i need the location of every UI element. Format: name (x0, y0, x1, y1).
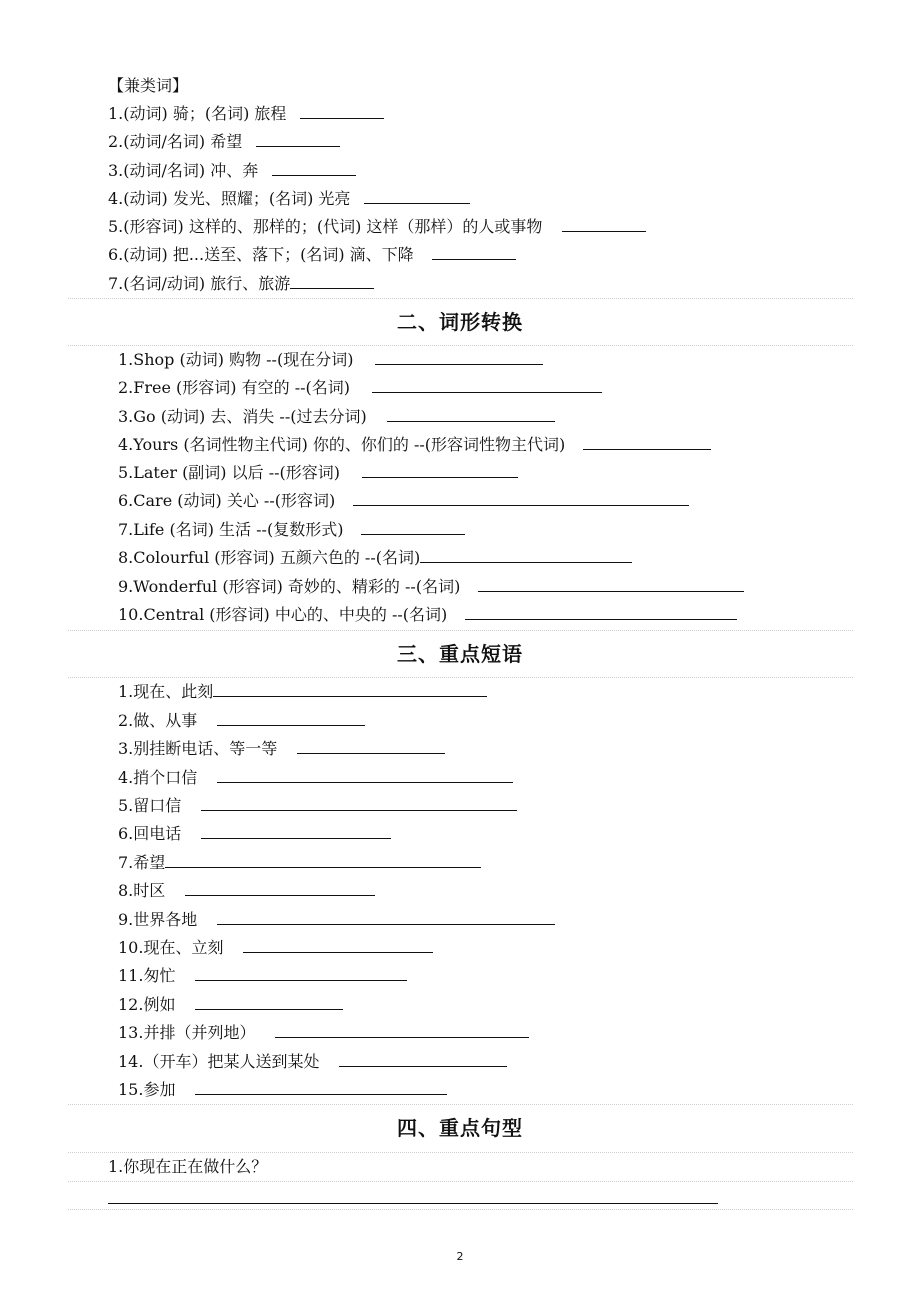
answer-blank[interactable] (387, 407, 555, 422)
answer-blank[interactable] (195, 1080, 447, 1095)
section3-title: 三、重点短语 (397, 642, 523, 666)
section2-item-4: 4.Yours (名词性物主代词) 你的、你们的 --(形容词性物主代词) (118, 435, 711, 455)
section3-item-12: 12.例如 (118, 995, 343, 1015)
answer-blank[interactable] (361, 520, 465, 535)
dotted-divider (68, 298, 853, 299)
answer-blank[interactable] (339, 1052, 507, 1067)
section1-item-4: 4.(动词) 发光、照耀；(名词) 光亮 (108, 189, 470, 209)
answer-blank[interactable] (364, 189, 470, 204)
section1-item-3: 3.(动词/名词) 冲、奔 (108, 161, 356, 181)
section2-title: 二、词形转换 (397, 310, 523, 334)
answer-blank[interactable] (272, 161, 356, 176)
answer-blank[interactable] (201, 796, 517, 811)
dotted-divider (68, 1104, 853, 1105)
section1-item-5: 5.(形容词) 这样的、那样的；(代词) 这样（那样）的人或事物 (108, 217, 646, 237)
answer-blank[interactable] (465, 605, 737, 620)
answer-blank[interactable] (297, 739, 445, 754)
answer-blank[interactable] (275, 1023, 529, 1038)
answer-blank[interactable] (420, 548, 632, 563)
answer-blank[interactable] (201, 824, 391, 839)
section2-item-9: 9.Wonderful (形容词) 奇妙的、精彩的 --(名词) (118, 577, 744, 597)
answer-blank[interactable] (372, 378, 602, 393)
answer-blank[interactable] (243, 938, 433, 953)
answer-blank[interactable] (217, 910, 555, 925)
answer-blank[interactable] (256, 132, 340, 147)
section1-item-1: 1.(动词) 骑；(名词) 旅程 (108, 104, 384, 124)
section2-item-8: 8.Colourful (形容词) 五颜六色的 --(名词) (118, 548, 632, 568)
dotted-divider (68, 677, 853, 678)
answer-blank[interactable] (362, 463, 518, 478)
answer-blank[interactable] (562, 217, 646, 232)
section3-item-7: 7.希望 (118, 853, 481, 873)
section2-item-3: 3.Go (动词) 去、消失 --(过去分词) (118, 407, 555, 427)
section2-item-1: 1.Shop (动词) 购物 --(现在分词) (118, 350, 543, 370)
answer-blank[interactable] (217, 711, 365, 726)
section4-item-1: 1.你现在正在做什么？ (108, 1157, 268, 1176)
section2-item-7: 7.Life (名词) 生活 --(复数形式) (118, 520, 465, 540)
section3-item-2: 2.做、从事 (118, 711, 365, 731)
section3-item-9: 9.世界各地 (118, 910, 555, 930)
section1-item-6: 6.(动词) 把...送至、落下；(名词) 滴、下降 (108, 245, 516, 265)
section4-title: 四、重点句型 (397, 1116, 523, 1140)
answer-blank[interactable] (195, 966, 407, 981)
section2-item-2: 2.Free (形容词) 有空的 --(名词) (118, 378, 602, 398)
section1-item-2: 2.(动词/名词) 希望 (108, 132, 340, 152)
section3-item-1: 1.现在、此刻 (118, 682, 487, 702)
section3-item-14: 14.（开车）把某人送到某处 (118, 1052, 507, 1072)
section3-item-3: 3.别挂断电话、等一等 (118, 739, 445, 759)
answer-blank[interactable] (185, 881, 375, 896)
section2-item-10: 10.Central (形容词) 中心的、中央的 --(名词) (118, 605, 737, 625)
answer-blank[interactable] (478, 577, 744, 592)
answer-blank[interactable] (290, 274, 374, 289)
section3-item-10: 10.现在、立刻 (118, 938, 433, 958)
section2-item-5: 5.Later (副词) 以后 --(形容词) (118, 463, 518, 483)
section3-item-5: 5.留口信 (118, 796, 517, 816)
section1-title: 【兼类词】 (108, 76, 189, 95)
answer-blank[interactable] (300, 104, 384, 119)
answer-blank[interactable] (353, 491, 689, 506)
answer-blank[interactable] (217, 768, 513, 783)
dotted-divider (68, 1181, 853, 1182)
section3-item-13: 13.并排（并列地） (118, 1023, 529, 1043)
section3-item-6: 6.回电话 (118, 824, 391, 844)
dotted-divider (68, 345, 853, 346)
dotted-divider (68, 630, 853, 631)
answer-blank[interactable] (195, 995, 343, 1010)
dotted-divider (68, 1209, 853, 1210)
answer-blank[interactable] (432, 245, 516, 260)
answer-blank[interactable] (375, 350, 543, 365)
answer-blank[interactable] (165, 853, 481, 868)
dotted-divider (68, 1152, 853, 1153)
section3-item-4: 4.捎个口信 (118, 768, 513, 788)
answer-blank[interactable] (583, 435, 711, 450)
answer-blank[interactable] (213, 682, 487, 697)
answer-line[interactable] (108, 1203, 718, 1204)
section3-item-8: 8.时区 (118, 881, 375, 901)
page-number: 2 (456, 1250, 464, 1263)
section3-item-15: 15.参加 (118, 1080, 447, 1100)
section2-item-6: 6.Care (动词) 关心 --(形容词) (118, 491, 689, 511)
section3-item-11: 11.匆忙 (118, 966, 407, 986)
section1-item-7: 7.(名词/动词) 旅行、旅游 (108, 274, 374, 294)
